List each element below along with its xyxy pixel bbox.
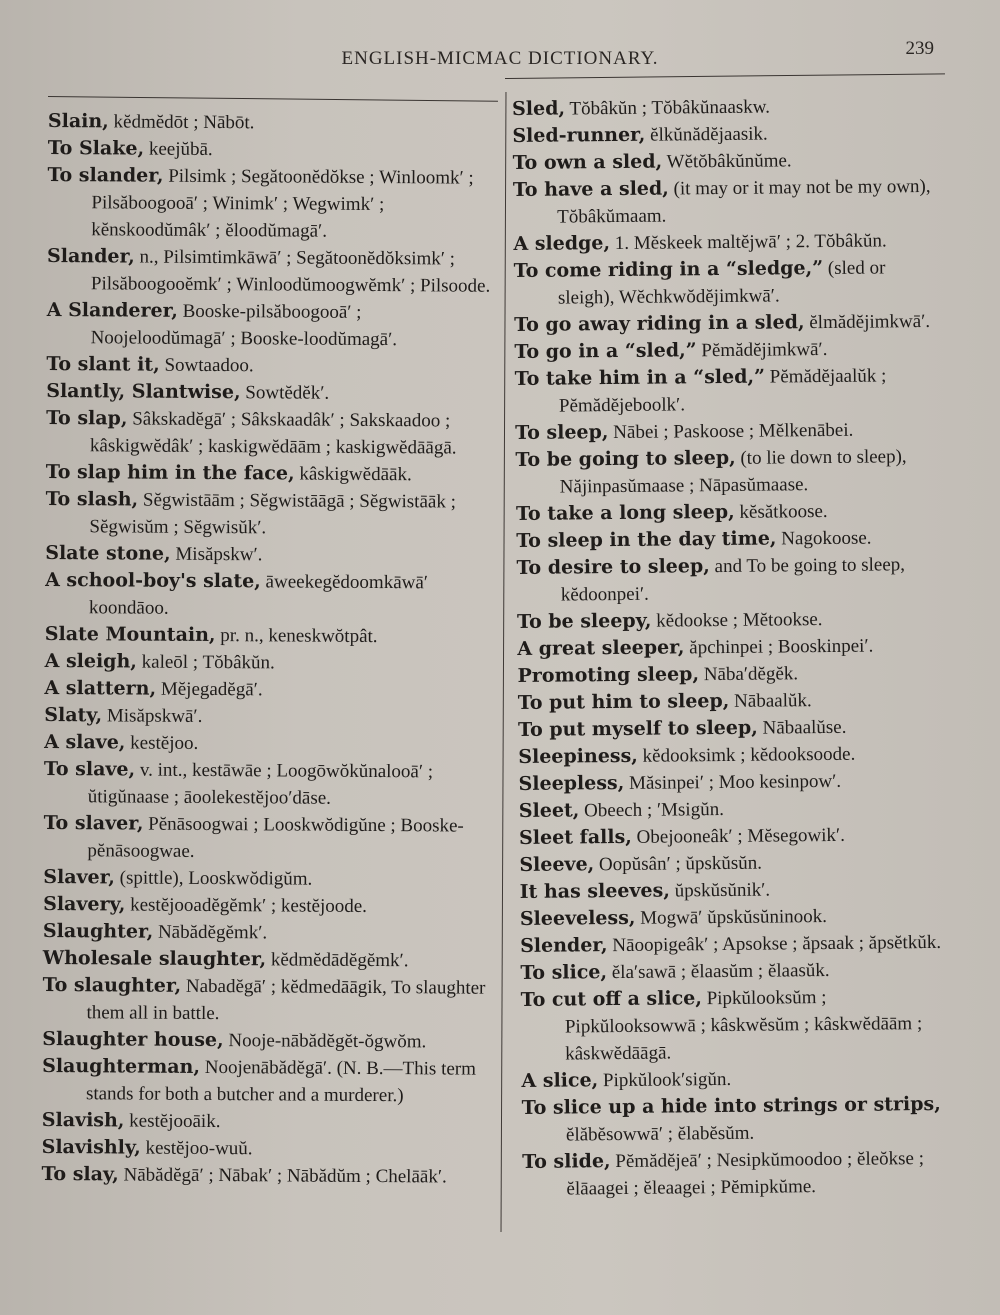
entry-definition: v. int., kestāwāe ; Loogōwŏkŭnalooā′ ; ŭtigŭnaase ; āoolekestĕjoo′dāse.	[87, 759, 434, 809]
entry-definition: Obejooneâk′ ; Mĕsegowik′.	[631, 824, 846, 848]
dictionary-entry	[44, 729, 494, 759]
entry-definition: Nābei ; Paskoose ; Mĕlkenābei.	[608, 419, 854, 444]
entry-headword: A slave,	[44, 730, 126, 754]
entry-definition: Sowtĕdĕk′.	[240, 382, 330, 404]
entry-definition: kestĕjoo-wuŭ.	[140, 1137, 253, 1160]
entry-definition: ĕlkŭnădĕjaasik.	[645, 123, 768, 146]
entry-definition: Măsinpei′ ; Moo kesinpow′.	[624, 770, 842, 794]
entry-headword: Sleepiness,	[518, 744, 638, 768]
entry-headword: To desire to sleep,	[516, 555, 710, 579]
dictionary-entry	[46, 351, 496, 381]
entry-headword: To slave,	[43, 757, 136, 781]
entry-headword: To put myself to sleep,	[517, 716, 758, 741]
entry-definition: kaleōl ; Tŏbâkŭn.	[136, 651, 275, 674]
dictionary-entry	[513, 173, 943, 231]
dictionary-entry	[520, 956, 950, 987]
entry-definition: āweekegĕdoomkāwā′ koondāoo.	[88, 571, 429, 619]
running-head: ENGLISH-MICMAC DICTIONARY.	[341, 48, 659, 69]
entry-definition: ĕla′sawā ; ĕlaasŭm ; ĕlaasŭk.	[606, 959, 830, 984]
dictionary-entry	[48, 108, 498, 138]
entry-definition: Nāoopigeâk′ ; Apsokse ; ăpsaak ; ăpsĕtkŭk.	[607, 931, 942, 957]
dictionary-entry	[521, 1064, 951, 1095]
dictionary-entry	[517, 605, 947, 636]
entry-headword: Slantly, Slantwise,	[46, 379, 241, 404]
entry-headword: A great sleeper,	[517, 636, 685, 660]
entry-definition: Nābaalŭk.	[729, 690, 812, 712]
dictionary-entry	[42, 1053, 492, 1110]
entry-headword: Slaty,	[44, 703, 103, 727]
entry-definition: (it may or it may not be my own), Tŏbâkŭmaam.	[557, 175, 931, 228]
dictionary-entry	[518, 767, 948, 798]
entry-definition: Sĕgwistāām ; Sĕgwistāāgā ; Sĕgwistāāk ; Sĕgwisŭm ; Sĕgwisŭk′.	[89, 489, 456, 539]
entry-headword: A Slanderer,	[46, 298, 178, 322]
entry-headword: A school-boy's slate,	[45, 568, 261, 593]
entry-headword: Slender,	[520, 934, 608, 957]
dictionary-entry	[513, 227, 943, 258]
dictionary-entry	[44, 675, 494, 705]
dictionary-entry	[522, 1091, 952, 1149]
dictionary-entry	[46, 405, 496, 462]
entry-definition: kĕdooksimk ; kĕdooksoode.	[637, 743, 856, 767]
dictionary-entry	[514, 308, 944, 339]
dictionary-entry	[44, 756, 494, 813]
entry-definition: Obeech ; ′Msigŭn.	[579, 798, 725, 822]
entry-definition: ĕlmădĕjimkwā′.	[804, 310, 931, 334]
entry-definition: Nabadĕgā′ ; kĕdmedāāgik, To slaughter them all in battle.	[86, 975, 486, 1025]
entry-definition: Nābaalŭse.	[757, 716, 847, 739]
entry-headword: To sleep,	[515, 421, 609, 444]
entry-definition: Mogwā′ ŭpskŭsŭninook.	[635, 906, 828, 929]
entry-headword: Sled,	[512, 97, 566, 120]
entry-headword: Slain,	[47, 109, 109, 133]
entry-headword: Slaver,	[43, 865, 115, 889]
dictionary-entry	[518, 740, 948, 771]
dictionary-entry	[43, 891, 493, 921]
entry-definition: Nābădĕgā′ ; Nābak′ ; Nābădŭm ; Chelāāk′.	[118, 1164, 447, 1188]
dictionary-entry	[42, 1026, 492, 1056]
entry-headword: To put him to sleep,	[517, 689, 730, 714]
entry-definition: kĕdookse ; Mĕtookse.	[651, 609, 823, 632]
dictionary-entry	[522, 1145, 952, 1203]
entry-definition: 1. Mĕskeek maltĕjwā′ ; 2. Tŏbâkŭn.	[609, 230, 887, 255]
dictionary-entry	[512, 92, 942, 123]
dictionary-entry	[43, 918, 493, 948]
entry-headword: To be sleepy,	[516, 609, 652, 633]
entry-headword: To slap,	[46, 406, 128, 430]
entry-headword: Slaughter house,	[42, 1027, 224, 1052]
dictionary-entry	[519, 794, 949, 825]
dictionary-entry	[45, 567, 495, 624]
entry-definition: kâskigwĕdāāk.	[294, 463, 412, 486]
entry-headword: It has sleeves,	[519, 879, 670, 903]
entry-headword: Slander,	[47, 244, 135, 268]
entry-headword: To slap him in the face,	[45, 460, 295, 485]
entry-headword: To sleep in the day time,	[516, 527, 777, 552]
entry-definition: keejŭbā.	[144, 138, 213, 161]
dictionary-entry	[515, 362, 945, 420]
entry-definition: Pĕmădĕjeā′ ; Nesipkŭmoodoo ; ĕleŏkse ; ĕlāaagei ; ĕleaagei ; Pĕmipkŭme.	[566, 1148, 925, 1200]
dictionary-entry	[47, 297, 497, 354]
entry-definition: Pipkŭlooksŭm ; Pipkŭlooksowwā ; kâskwĕsŭm ; kâskwĕdāām ; kâskwĕdāāgā.	[564, 987, 923, 1065]
entry-headword: Sled-runner,	[512, 123, 646, 147]
dictionary-entry	[47, 243, 497, 300]
entry-definition: Misăpskw′.	[170, 543, 263, 566]
entry-headword: Promoting sleep,	[517, 663, 700, 687]
entry-headword: To go in a “sled,”	[514, 339, 697, 363]
entry-definition: kĕdmĕdādĕgĕmk′.	[266, 949, 409, 972]
dictionary-entry	[517, 659, 947, 690]
column-divider	[501, 92, 507, 1232]
entry-headword: Sleet,	[518, 799, 580, 822]
dictionary-entry	[43, 810, 493, 867]
entry-headword: To come riding in a “sledge,”	[513, 257, 824, 282]
entry-definition: Mĕjegadĕgā′.	[156, 678, 263, 701]
entry-headword: Slavishly,	[41, 1135, 141, 1159]
entry-headword: To go away riding in a sled,	[514, 311, 805, 336]
entry-definition: kĕdmĕdōt ; Nābōt.	[108, 111, 255, 134]
page-number: 239	[905, 38, 934, 59]
entry-headword: To slash,	[45, 487, 139, 511]
entry-definition: Pĕmădĕjaalŭk ; Pĕmădĕjeboolk′.	[558, 365, 887, 417]
dictionary-entry	[45, 540, 495, 570]
dictionary-entry	[516, 551, 946, 609]
entry-definition: kĕsătkoose.	[734, 500, 828, 523]
entry-definition: Pilsimk ; Segătoonĕdŏkse ; Winloomk′ ; Pilsăboogooā′ ; Winimk′ ; Wegwimk′ ; kĕnskoodŭmâk′ ; ĕloodŭmagā′.	[91, 165, 474, 242]
entry-definition: Wĕtŏbâkŭnŭme.	[662, 150, 792, 173]
entry-headword: Slaughterman,	[42, 1054, 201, 1078]
entry-headword: Slate stone,	[45, 541, 171, 565]
entry-definition: Noojenābădĕgā′. (N. B.—This term stands for both a butcher and a murderer.)	[85, 1056, 476, 1107]
entry-definition: (spittle), Looskwŏdigŭm.	[114, 867, 313, 890]
entry-headword: Sleet falls,	[519, 825, 632, 849]
dictionary-entry	[41, 1161, 491, 1191]
dictionary-entry	[42, 1134, 492, 1164]
dictionary-entry	[45, 648, 495, 678]
entry-definition: pr. n., keneskwŏtpât.	[215, 625, 378, 648]
dictionary-entry	[45, 621, 495, 651]
entry-headword: Slate Mountain,	[44, 622, 216, 647]
entry-headword: Sleeveless,	[519, 906, 636, 930]
entry-headword: A sledge,	[513, 232, 611, 255]
entry-definition: Pĕmădĕjimkwā′.	[696, 338, 828, 362]
entry-headword: A slattern,	[44, 676, 157, 700]
dictionary-entry	[518, 713, 948, 744]
header-rule-right	[505, 73, 945, 79]
entry-headword: To slander,	[47, 163, 164, 187]
entry-definition: ĕlăbĕsowwā′ ; ĕlabĕsŭm.	[565, 1122, 755, 1146]
entry-headword: To cut off a slice,	[520, 987, 703, 1011]
dictionary-entry	[46, 378, 496, 408]
entry-headword: To slice up a hide into strings or strips,	[521, 1092, 941, 1119]
entry-headword: To Slake,	[47, 136, 145, 160]
entry-definition: (to lie down to sleep), Năjinpasŭmaase ; Nāpasŭmaase.	[559, 446, 907, 498]
dictionary-entry	[516, 497, 946, 528]
dictionary-entry	[520, 902, 950, 933]
entry-headword: Sleepless,	[518, 771, 625, 795]
dictionary-entry	[520, 875, 950, 906]
dictionary-entry	[518, 686, 948, 717]
dictionary-entry	[516, 524, 946, 555]
entry-headword: To slay,	[41, 1162, 119, 1186]
entry-definition: Booske-pilsăboogooā′ ; Noojeloodŭmagā′ ; Booske-loodŭmagā′.	[90, 300, 398, 351]
dictionary-entry	[512, 119, 942, 150]
left-column	[41, 108, 498, 1191]
entry-headword: Slaughter,	[42, 919, 154, 943]
dictionary-entry	[46, 459, 496, 489]
entry-headword: Wholesale slaughter,	[42, 946, 267, 971]
entry-headword: To slant it,	[46, 352, 160, 376]
entry-definition: Tŏbâkŭn ; Tŏbâkŭnaaskw.	[564, 96, 771, 120]
entry-definition: Sâkskadĕgā′ ; Sâkskaadâk′ ; Sakskaadoo ; kâskigwĕdâk′ ; kaskigwĕdāām ; kaskigwĕdāāgā.	[89, 408, 457, 459]
dictionary-entry	[521, 983, 952, 1068]
entry-definition: Nāba′dĕgĕk.	[698, 663, 799, 686]
dictionary-entry	[42, 972, 492, 1029]
dictionary-entry	[45, 486, 495, 543]
entry-headword: A slice,	[521, 1069, 599, 1092]
dictionary-entry	[517, 632, 947, 663]
dictionary-entry	[514, 335, 944, 366]
entry-headword: To have a sled,	[512, 177, 669, 201]
header-rule-left	[48, 96, 498, 102]
entry-headword: Slavery,	[43, 892, 126, 916]
entry-definition: Nābădĕgĕmk′.	[153, 921, 268, 944]
entry-headword: Slavish,	[41, 1108, 125, 1132]
dictionary-entry	[48, 135, 498, 165]
dictionary-entry	[515, 416, 945, 447]
entry-definition: Pĕnāsoogwai ; Looskwŏdigŭne ; Booske-pĕnāsoogwae.	[87, 813, 464, 862]
entry-definition: and To be going to sleep, kĕdoonpei′.	[560, 554, 906, 606]
entry-headword: To be going to sleep,	[515, 446, 736, 471]
entry-headword: To slaver,	[43, 811, 144, 835]
entry-headword: Sleeve,	[519, 853, 595, 876]
dictionary-entry	[513, 146, 943, 177]
right-column	[512, 92, 953, 1203]
entry-definition: Pipkŭlook′sigŭn.	[598, 1068, 732, 1092]
entry-definition: ăpchinpei ; Booskinpei′.	[684, 635, 874, 659]
entry-headword: To slide,	[522, 1150, 611, 1173]
dictionary-entry	[519, 848, 949, 879]
entry-headword: A sleigh,	[44, 649, 137, 673]
dictionary-entry	[514, 254, 944, 312]
entry-headword: To take a long sleep,	[515, 500, 735, 525]
entry-headword: To slaughter,	[42, 973, 182, 997]
dictionary-entry	[520, 929, 950, 960]
entry-definition: kestĕjooadĕgĕmk′ ; kestĕjoode.	[125, 894, 368, 917]
entry-definition: kestĕjoo.	[125, 732, 199, 754]
dictionary-entry	[47, 162, 497, 246]
entry-definition: kestĕjooāik.	[124, 1110, 221, 1133]
entry-definition: n., Pilsimtimkāwā′ ; Segătoonĕdŏksimk′ ; Pilsăboogooĕmk′ ; Winloodŭmoogwĕmk′ ; Pilsoode.	[90, 246, 491, 297]
dictionary-entry	[519, 821, 949, 852]
entry-headword: To own a sled,	[512, 150, 663, 174]
entry-definition: Nooje-nābădĕgĕt-ŏgwŏm.	[223, 1030, 427, 1053]
entry-definition: Nagokoose.	[776, 527, 872, 550]
entry-definition: Sowtaadoo.	[159, 354, 254, 377]
entry-definition: Misăpskwā′.	[102, 705, 203, 727]
dictionary-entry	[43, 945, 493, 975]
entry-headword: To slice,	[520, 961, 608, 984]
dictionary-entry	[515, 443, 945, 501]
entry-definition: ŭpskŭsŭnik′.	[669, 879, 771, 902]
dictionary-entry	[42, 1107, 492, 1137]
dictionary-entry	[44, 702, 494, 732]
entry-definition: Oopŭsân′ ; ŭpskŭsŭn.	[594, 852, 763, 876]
dictionary-entry	[43, 864, 493, 894]
entry-definition: (sled or sleigh), Wĕchkwŏdĕjimkwā′.	[557, 257, 886, 309]
entry-headword: To take him in a “sled,”	[514, 365, 766, 390]
